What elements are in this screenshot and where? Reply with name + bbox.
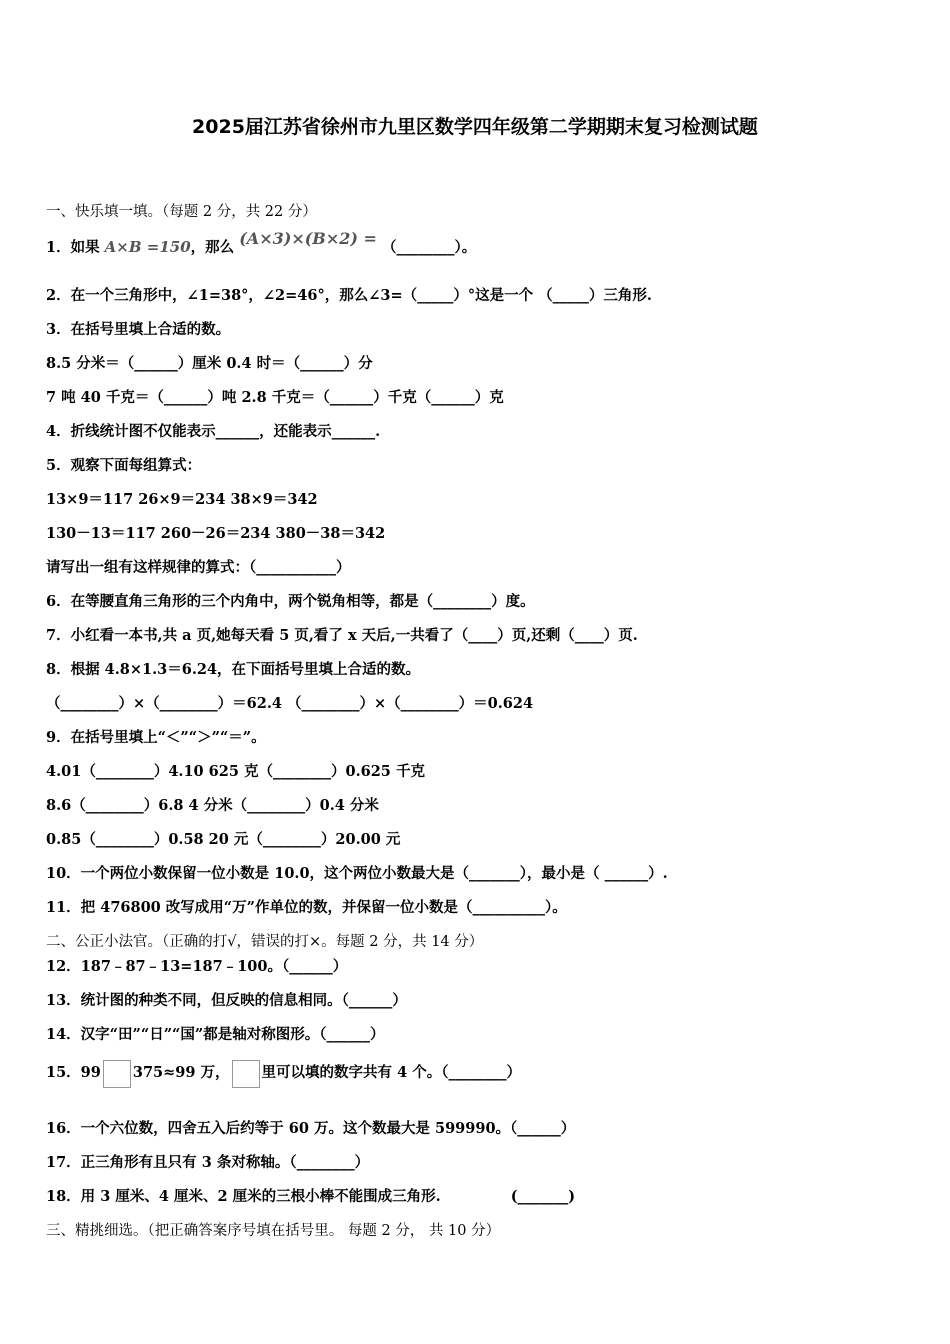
question-11: 11．把 476800 改写成用“万”作单位的数，并保留一位小数是（__________）。 (46, 899, 567, 916)
q1-mid: ，那么 (190, 239, 235, 256)
q1-math-condition: A×B =150 (104, 238, 191, 256)
q1-blank: （________）。 (381, 239, 477, 256)
section-2-heading: 二、公正小法官。（正确的打√，错误的打×。每题 2 分，共 14 分） (46, 934, 484, 950)
question-5-ask: 请写出一组有这样规律的算式：（___________） (46, 559, 351, 576)
question-17: 17．正三角形有且只有 3 条对称轴。（________） (46, 1154, 370, 1171)
q1-prefix: 1．如果 (46, 239, 100, 256)
question-16: 16．一个六位数，四舍五入后约等于 60 万。这个数最大是 599990。（______） (46, 1120, 576, 1137)
question-4: 4．折线统计图不仅能表示______，还能表示______. (46, 423, 381, 440)
q15-digit-box (103, 1060, 131, 1088)
question-2: 2．在一个三角形中，∠1=38°，∠2=46°，那么∠3=（_____）°这是一个 （_____）三角形. (46, 287, 652, 304)
q15-blank-box (232, 1060, 260, 1088)
section-1-heading: 一、快乐填一填。（每题 2 分，共 22 分） (46, 204, 317, 220)
question-1 (46, 229, 477, 258)
question-5-line-2: 130－13＝117 260－26＝234 380－38＝342 (46, 525, 386, 542)
question-10: 10．一个两位小数保留一位小数是 10.0，这个两位小数最大是（_______），最小是（ ______）. (46, 865, 668, 882)
q15-mid: 375≈99 万， (132, 1064, 230, 1081)
section-3-heading: 三、精挑细选。（把正确答案序号填在括号里。 每题 2 分， 共 10 分） (46, 1223, 501, 1239)
question-15 (46, 1058, 521, 1088)
question-12: 12．187﹣87﹣13=187﹣100。（______） (46, 958, 348, 975)
question-8-line-1: （________）×（________）＝62.4 （________）×（________）＝0.624 (46, 695, 534, 712)
question-9-line-3: 0.85（________）0.58 20 元（________）20.00 元 (46, 831, 401, 848)
q15-suffix: 里可以填的数字共有 4 个。（________） (261, 1064, 521, 1081)
question-13: 13．统计图的种类不同，但反映的信息相同。（______） (46, 992, 407, 1009)
question-3-stem: 3．在括号里填上合适的数。 (46, 321, 231, 338)
page-title: 2025届江苏省徐州市九里区数学四年级第二学期期末复习检测试题 (192, 116, 758, 138)
question-9-stem: 9．在括号里填上“＜”“＞”“＝”。 (46, 729, 266, 746)
question-14: 14．汉字“田”“日”“国”都是轴对称图形。（______） (46, 1026, 385, 1043)
question-7: 7．小红看一本书,共 a 页,她每天看 5 页,看了 x 天后,一共看了（____）页,还剩（____）页. (46, 627, 638, 644)
question-8-stem: 8．根据 4.8×1.3＝6.24，在下面括号里填上合适的数。 (46, 661, 421, 678)
question-3-line-1: 8.5 分米＝（______）厘米 0.4 时＝（______）分 (46, 355, 373, 372)
question-5-line-1: 13×9＝117 26×9＝234 38×9＝342 (46, 491, 318, 508)
question-3-line-2: 7 吨 40 千克＝（______）吨 2.8 千克＝（______）千克（______）克 (46, 389, 504, 406)
question-9-line-1: 4.01（________）4.10 625 克（________）0.625 千克 (46, 763, 425, 780)
question-9-line-2: 8.6（________）6.8 4 分米（________）0.4 分米 (46, 797, 379, 814)
q18-text: 18．用 3 厘米、4 厘米、2 厘米的三根小棒不能围成三角形. (46, 1188, 441, 1205)
question-6: 6．在等腰直角三角形的三个内角中，两个锐角相等，都是（________）度。 (46, 593, 535, 610)
q1-math-expression: (A×3)×(B×2) = (239, 229, 377, 248)
q15-prefix: 15．99 (46, 1064, 101, 1081)
question-5-stem: 5．观察下面每组算式： (46, 457, 202, 474)
question-18 (46, 1187, 575, 1207)
q18-blank: (_______) (510, 1188, 576, 1205)
